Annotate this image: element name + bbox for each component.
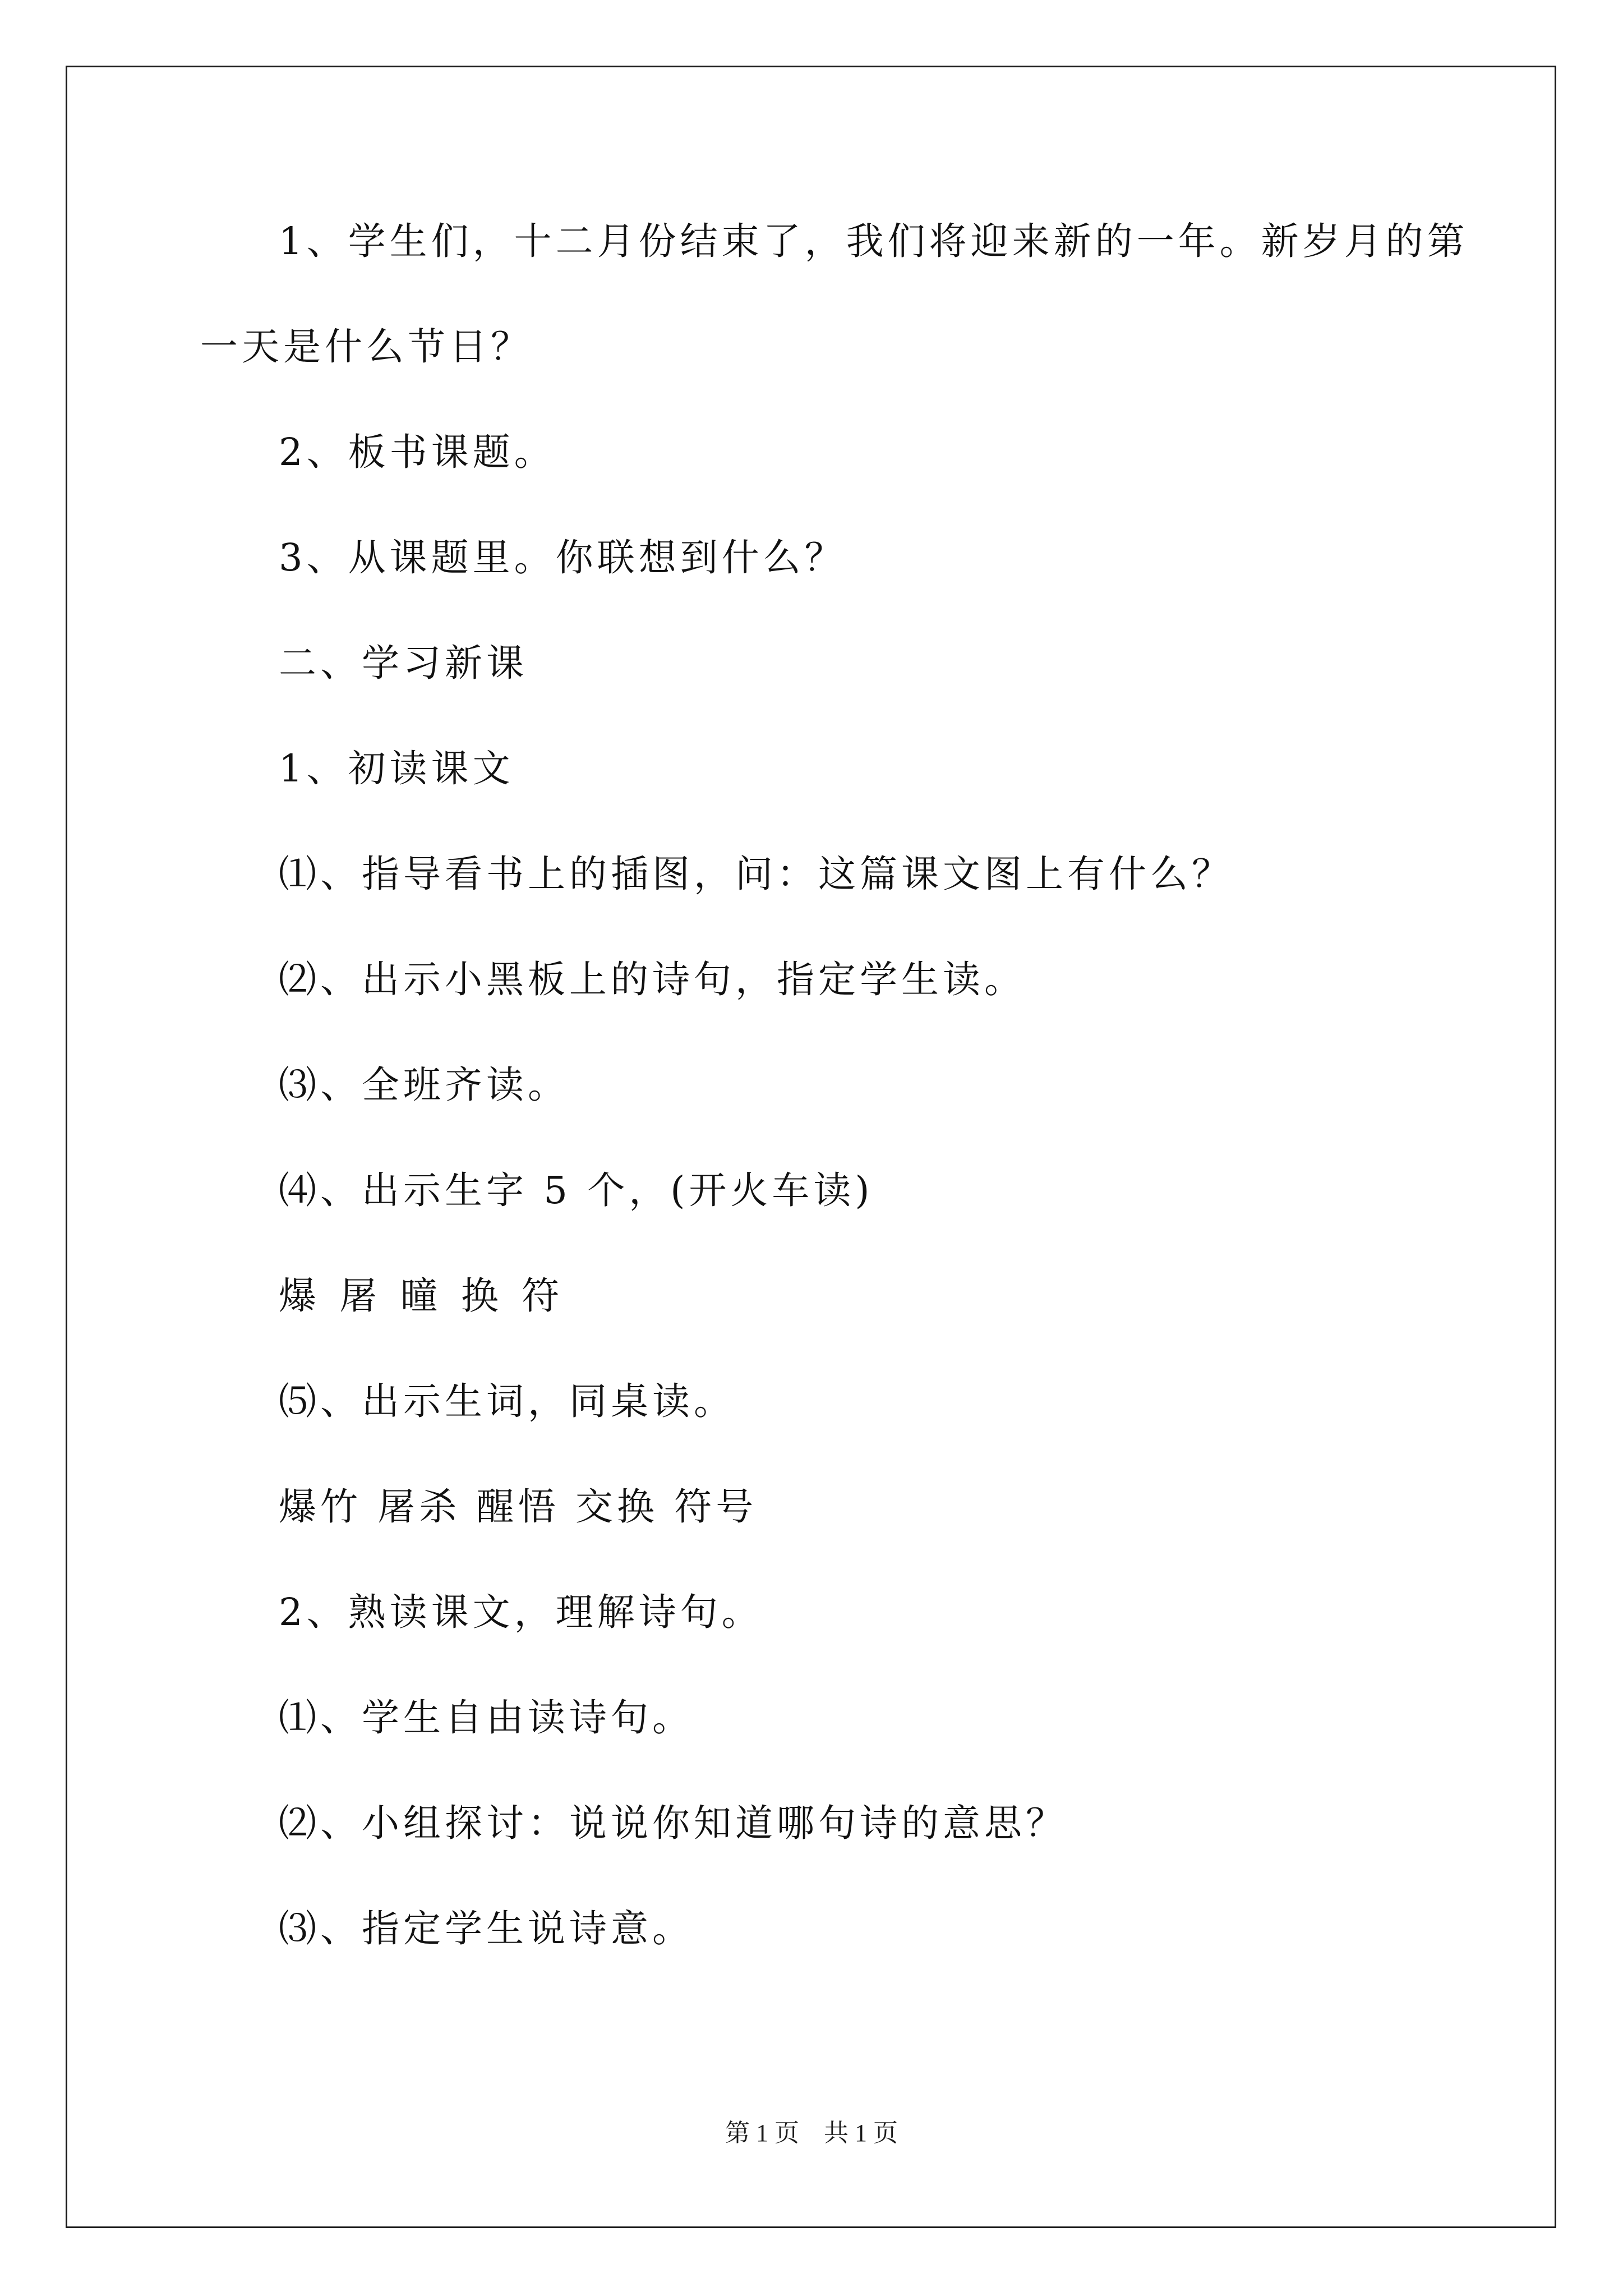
- paragraph-line: 一天是什么节日？: [200, 325, 532, 369]
- paragraph-line: 1、初读课文: [279, 747, 514, 790]
- page-number: 第 1 页: [725, 2119, 799, 2147]
- page-total: 共 1 页: [824, 2119, 898, 2147]
- page-footer: [0, 2118, 1623, 2149]
- paragraph-line: ⑴、指导看书上的插图，问：这篇课文图上有什么？: [279, 852, 1233, 896]
- paragraph-line: ⑴、学生自由读诗句。: [279, 1696, 694, 1740]
- paragraph-line: ⑵、小组探讨：说说你知道哪句诗的意思？: [279, 1801, 1067, 1845]
- character-list: 爆 屠 曈 换 符: [279, 1274, 565, 1318]
- section-heading: 二、学习新课: [279, 641, 528, 685]
- paragraph-line: 2、熟读课文，理解诗句。: [279, 1590, 763, 1634]
- paragraph-line: ⑵、出示小黑板上的诗句，指定学生读。: [279, 958, 1026, 1001]
- page-border: [66, 66, 1556, 2228]
- paragraph-line: ⑶、全班齐读。: [279, 1063, 569, 1107]
- paragraph-line: ⑸、出示生词，同桌读。: [279, 1379, 735, 1423]
- paragraph-line: 1、学生们，十二月份结束了，我们将迎来新的一年。新岁月的第: [279, 219, 1469, 263]
- word-list: 爆竹 屠杀 醒悟 交换 符号: [279, 1485, 758, 1529]
- paragraph-line: 2、板书课题。: [279, 430, 556, 474]
- paragraph-line: ⑷、出示生字 5 个，(开火车读): [279, 1168, 874, 1212]
- paragraph-line: 3、从课题里。你联想到什么？: [279, 536, 846, 579]
- paragraph-line: ⑶、指定学生说诗意。: [279, 1907, 694, 1950]
